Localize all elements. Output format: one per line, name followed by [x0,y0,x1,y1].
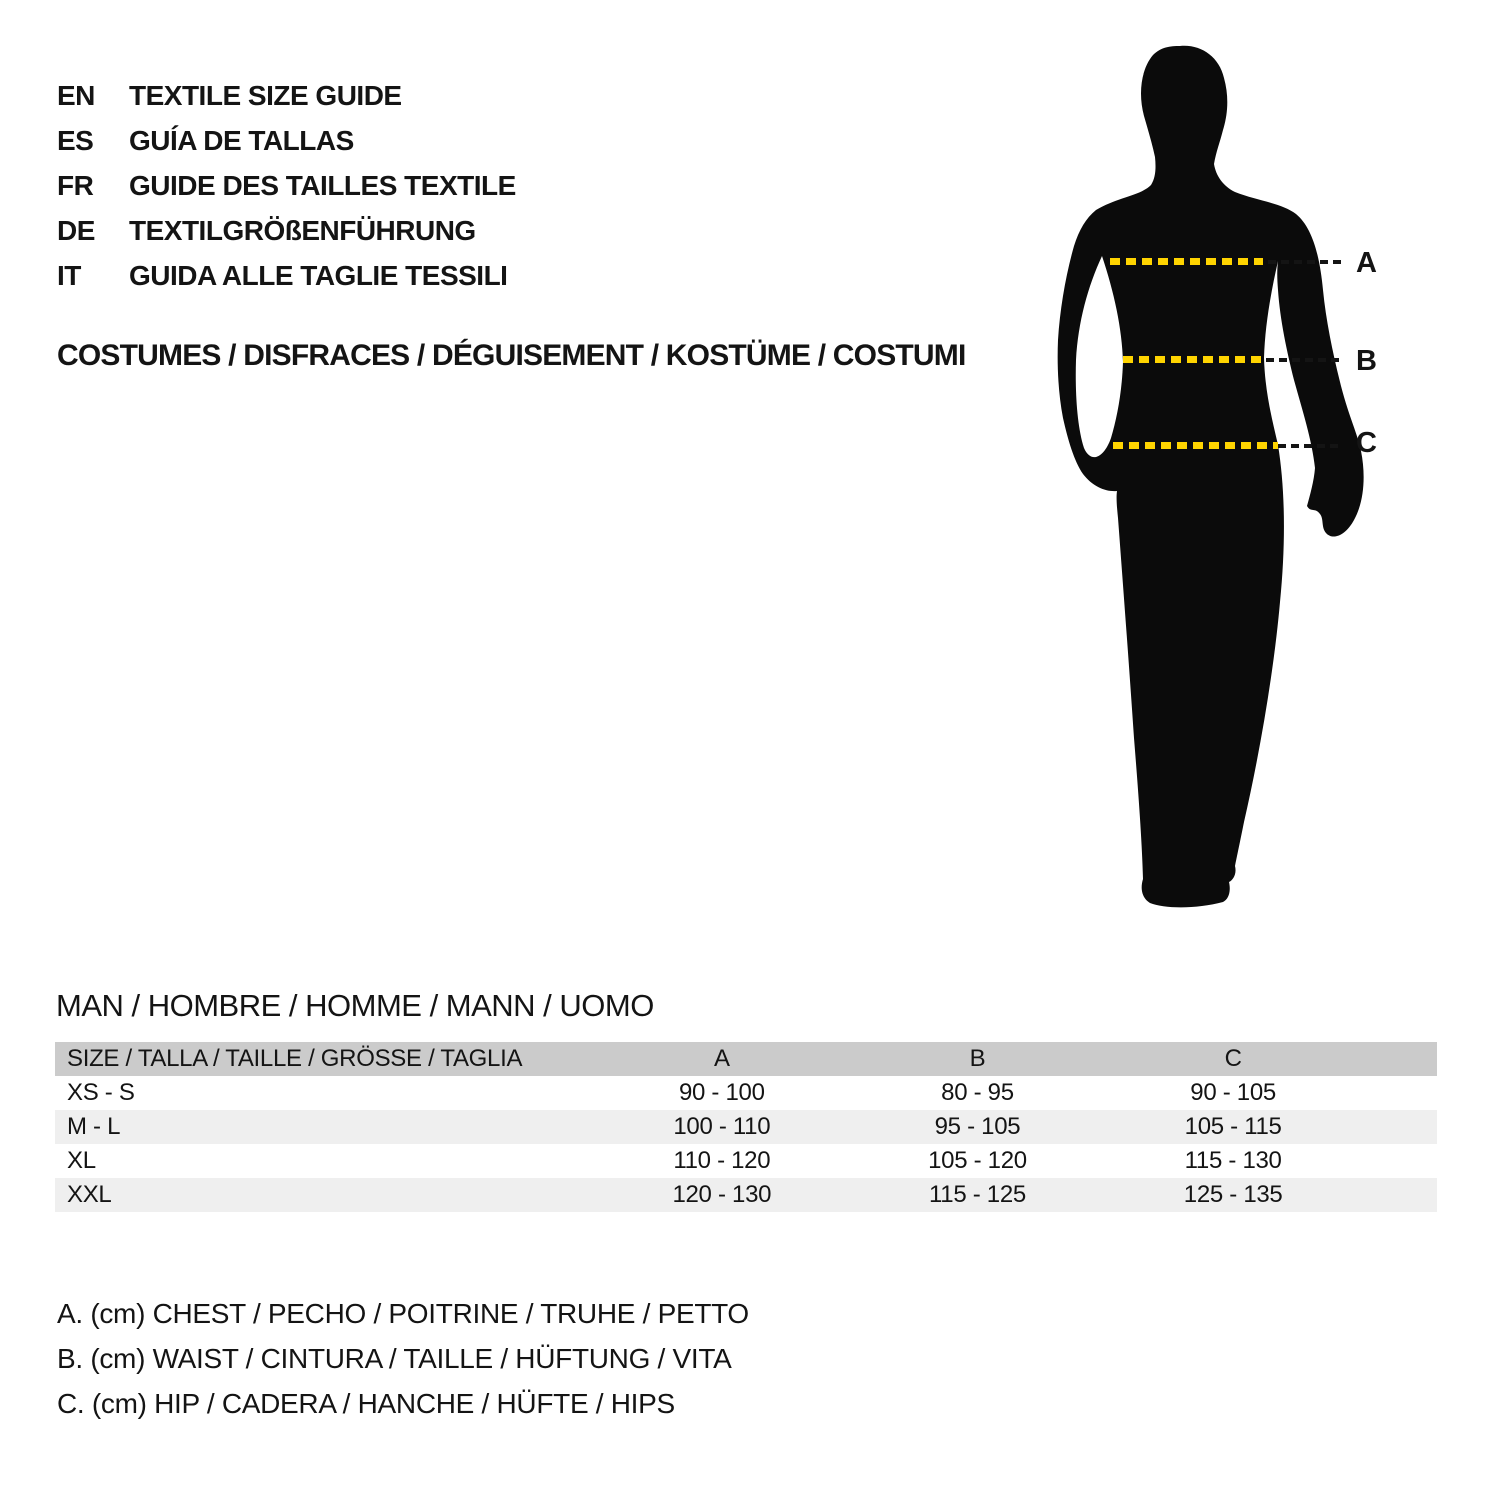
language-code: IT [57,260,81,291]
legend-line-chest: A. (cm) CHEST / PECHO / POITRINE / TRUHE / PETTO [57,1298,749,1329]
measure-label-b: B [1356,345,1377,377]
language-row [57,73,516,118]
hip-measure-line-yellow [1113,442,1278,449]
table-row [55,1076,1437,1110]
table-row [55,1110,1437,1144]
language-row [57,253,516,298]
value-cell-b: 95 - 105 [850,1110,1106,1144]
filler-cell [1361,1110,1437,1144]
value-cell-a: 120 - 130 [594,1178,850,1212]
waist-measure-line-black [1266,358,1344,362]
filler-cell [1361,1178,1437,1212]
table-row [55,1178,1437,1212]
language-code: FR [57,170,94,201]
man-silhouette-svg [1030,40,1375,915]
language-code: DE [57,215,95,246]
section-heading-man: MAN / HOMBRE / HOMME / MANN / UOMO [56,988,654,1023]
value-cell-c: 115 - 130 [1184,1147,1282,1174]
size-cell: XS - S [67,1079,135,1106]
language-label: TEXTILE SIZE GUIDE [129,80,402,111]
measure-label-c: C [1356,427,1377,459]
language-row [57,208,516,253]
chest-measure-line-black [1268,260,1344,264]
value-cell-a: 100 - 110 [594,1110,850,1144]
language-label: TEXTILGRÖßENFÜHRUNG [129,215,476,246]
category-heading: COSTUMES / DISFRACES / DÉGUISEMENT / KOSTÜME / COSTUMI [57,339,966,372]
value-cell-c: 125 - 135 [1105,1178,1361,1212]
language-label: GUIDE DES TAILLES TEXTILE [129,170,516,201]
value-cell-a: 90 - 100 [678,1079,765,1106]
value-cell-a: 110 - 120 [673,1147,771,1174]
value-cell-c: 105 - 115 [1105,1110,1361,1144]
legend-line-hip: C. (cm) HIP / CADERA / HANCHE / HÜFTE / HIPS [57,1388,675,1419]
language-label: GUIDA ALLE TAGLIE TESSILI [129,260,508,291]
size-table-header-filler [1361,1042,1437,1076]
hip-measure-line-black [1278,444,1342,448]
chest-measure-line-yellow [1110,258,1263,265]
value-cell-b: 105 - 120 [928,1147,1027,1174]
language-row [57,163,516,208]
table-row [55,1144,1437,1178]
language-code: EN [57,80,95,111]
size-table-header-b: B [850,1042,1106,1076]
legend-line-waist: B. (cm) WAIST / CINTURA / TAILLE / HÜFTUNG / VITA [57,1343,732,1374]
language-code: ES [57,125,94,156]
size-table [55,1042,1437,1212]
size-cell: XL [67,1147,96,1174]
size-table-header-row [55,1042,1437,1076]
size-table-header-a: A [594,1042,850,1076]
value-cell-b: 115 - 125 [850,1178,1106,1212]
language-label: GUÍA DE TALLAS [129,125,354,156]
waist-measure-line-yellow [1123,356,1264,363]
size-cell: M - L [55,1110,594,1144]
value-cell-c: 90 - 105 [1190,1079,1276,1106]
language-row [57,118,516,163]
size-cell: XXL [55,1178,594,1212]
filler-cell [1361,1144,1437,1178]
man-silhouette [1030,40,1375,915]
measure-legend [57,1291,749,1426]
filler-cell [1361,1076,1437,1110]
size-table-header-c: C [1105,1042,1361,1076]
language-list [57,73,516,298]
measure-label-a: A [1356,247,1377,279]
size-table-header-size: SIZE / TALLA / TAILLE / GRÖSSE / TAGLIA [55,1042,594,1076]
value-cell-b: 80 - 95 [941,1079,1014,1106]
